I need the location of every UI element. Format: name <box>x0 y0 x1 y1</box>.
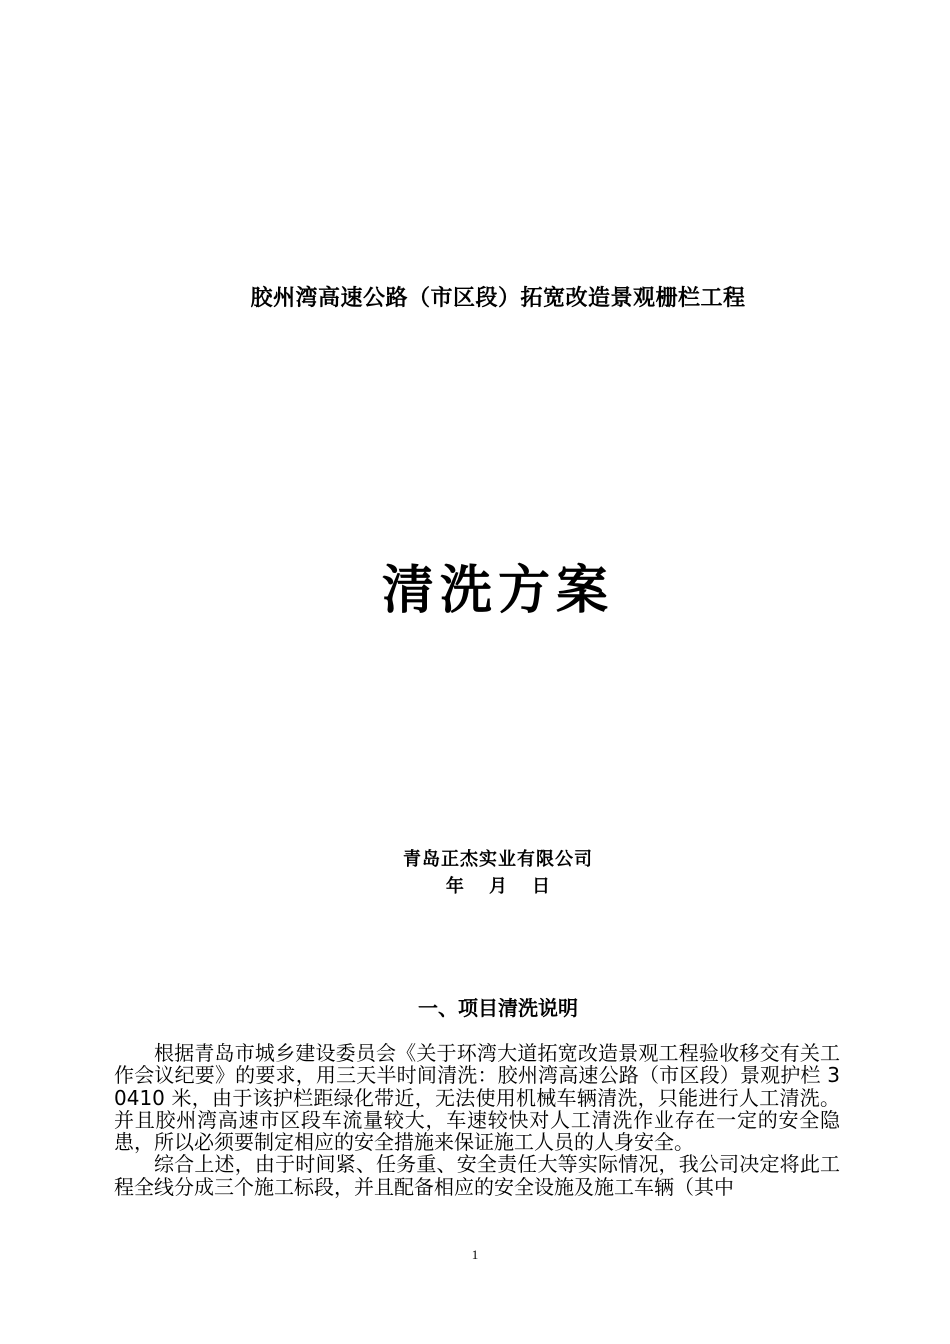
body-text <box>114 1042 840 1198</box>
company-name: 青岛正杰实业有限公司 <box>403 849 593 870</box>
paragraph: 综合上述，由于时间紧、任务重、安全责任大等实际情况，我公司决定将此工程全线分成三个施工标段，并且配备相应的安全设施及施工车辆（其中 <box>114 1152 840 1199</box>
paragraph: 根据青岛市城乡建设委员会《关于环湾大道拓宽改造景观工程验收移交有关工作会议纪要》的要求，用三天半时间清洗：胶州湾高速公路（市区段）景观护栏 30410 米，由于该护栏距绿化带近，无法使用机械车辆清洗，只能进行人工清洗。并且胶州湾高速市区段车流量较大，车速较快对人工清洗作业存在一定的安全隐患，所以必须要制定相应的安全措施来保证施工人员的人身安全。 <box>114 1041 840 1155</box>
date-line: 年 月 日 <box>445 876 551 897</box>
document-title: 清洗方案 <box>381 560 614 621</box>
project-title: 胶州湾高速公路（市区段）拓宽改造景观栅栏工程 <box>250 286 746 311</box>
page-number: 1 <box>471 1247 479 1262</box>
section-heading: 一、项目清洗说明 <box>418 996 578 1020</box>
